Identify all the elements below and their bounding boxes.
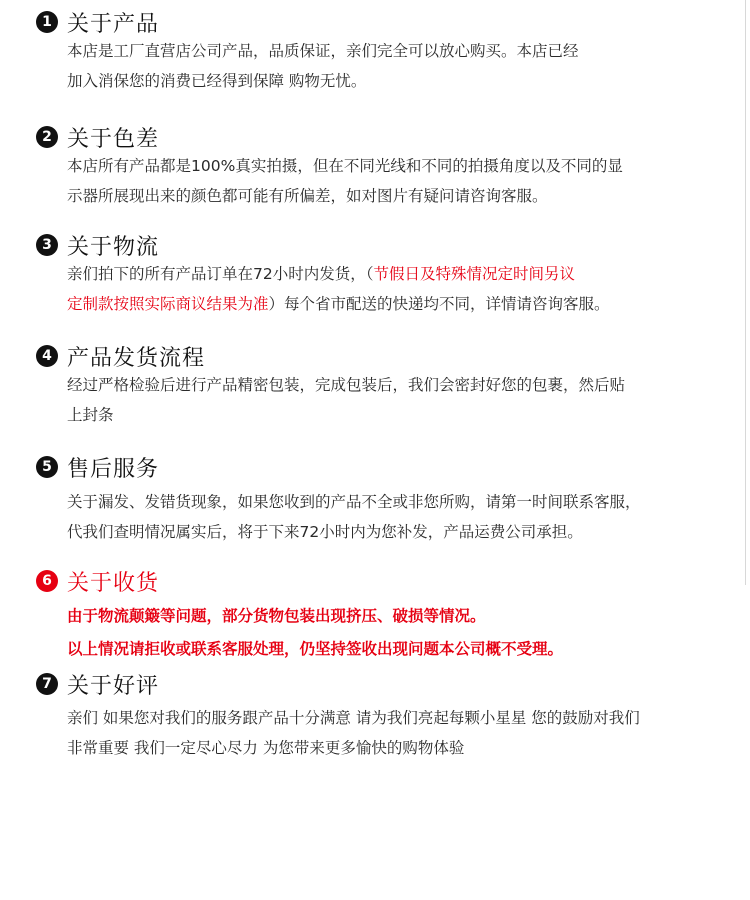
body-line: 示器所展现出来的颜色都可能有所偏差，如对图片有疑问请咨询客服。 xyxy=(67,187,548,205)
section-body xyxy=(67,487,737,547)
body-line: 关于漏发、发错货现象，如果您收到的产品不全或非您所购，请第一时间联系客服， xyxy=(67,493,641,511)
section-heading xyxy=(36,123,159,151)
refuse-delivery-line: 以上情况请拒收或联系客服处理，仍坚持签收出现问题本公司概不受理。 xyxy=(67,639,564,658)
body-line: 非常重要 我们一定尽心尽力 为您带来更多愉快的购物体验 xyxy=(67,739,465,757)
number-badge: 6 xyxy=(36,570,58,592)
section-title: 关于色差 xyxy=(67,126,160,152)
section-title: 关于产品 xyxy=(67,11,160,37)
section-title: 关于好评 xyxy=(67,673,160,699)
section-heading xyxy=(36,231,159,259)
section-heading xyxy=(36,8,159,36)
section-body xyxy=(67,151,737,211)
body-line: 本店所有产品都是100%真实拍摄，但在不同光线和不同的拍摄角度以及不同的显 xyxy=(67,157,623,175)
body-line: 经过严格检验后进行产品精密包装，完成包装后，我们会密封好您的包裹，然后贴 xyxy=(67,376,626,394)
number-badge: 5 xyxy=(36,456,58,478)
section-title: 售后服务 xyxy=(67,456,160,482)
damage-warning-line: 由于物流颠簸等问题，部分货物包装出现挤压、破损等情况。 xyxy=(67,606,486,625)
body-line xyxy=(67,259,737,289)
body-text: ）每个省市配送的快递均不同，详情请咨询客服。 xyxy=(268,295,610,313)
body-line: 代我们查明情况属实后，将于下来72小时内为您补发，产品运费公司承担。 xyxy=(67,523,583,541)
holiday-note: 节假日及特殊情况定时间另议 xyxy=(373,265,575,283)
number-badge: 3 xyxy=(36,234,58,256)
body-line: 本店是工厂直营店公司产品，品质保证，亲们完全可以放心购买。本店已经 xyxy=(67,42,579,60)
section-body xyxy=(67,703,737,763)
body-line: 亲们 如果您对我们的服务跟产品十分满意 请为我们亮起每颗小星星 您的鼓励对我们 xyxy=(67,709,640,727)
section-heading xyxy=(36,567,159,595)
section-heading xyxy=(36,342,205,370)
number-badge: 2 xyxy=(36,126,58,148)
body-line xyxy=(67,289,737,319)
right-divider xyxy=(745,0,746,585)
number-badge: 4 xyxy=(36,345,58,367)
section-body xyxy=(67,370,737,430)
number-badge: 7 xyxy=(36,673,58,695)
body-line: 上封条 xyxy=(67,406,114,424)
body-text: 亲们拍下的所有产品订单在72小时内发货，（ xyxy=(67,265,374,283)
section-heading xyxy=(36,670,159,698)
number-badge: 1 xyxy=(36,11,58,33)
body-line: 加入消保您的消费已经得到保障 购物无忧。 xyxy=(67,72,367,90)
section-title: 关于收货 xyxy=(67,570,160,596)
section-body xyxy=(67,259,737,319)
section-title: 关于物流 xyxy=(67,234,160,260)
section-body xyxy=(67,599,737,665)
section-title: 产品发货流程 xyxy=(67,345,206,371)
custom-order-note: 定制款按照实际商议结果为准 xyxy=(67,295,269,313)
section-heading xyxy=(36,453,159,481)
section-body xyxy=(67,36,737,96)
